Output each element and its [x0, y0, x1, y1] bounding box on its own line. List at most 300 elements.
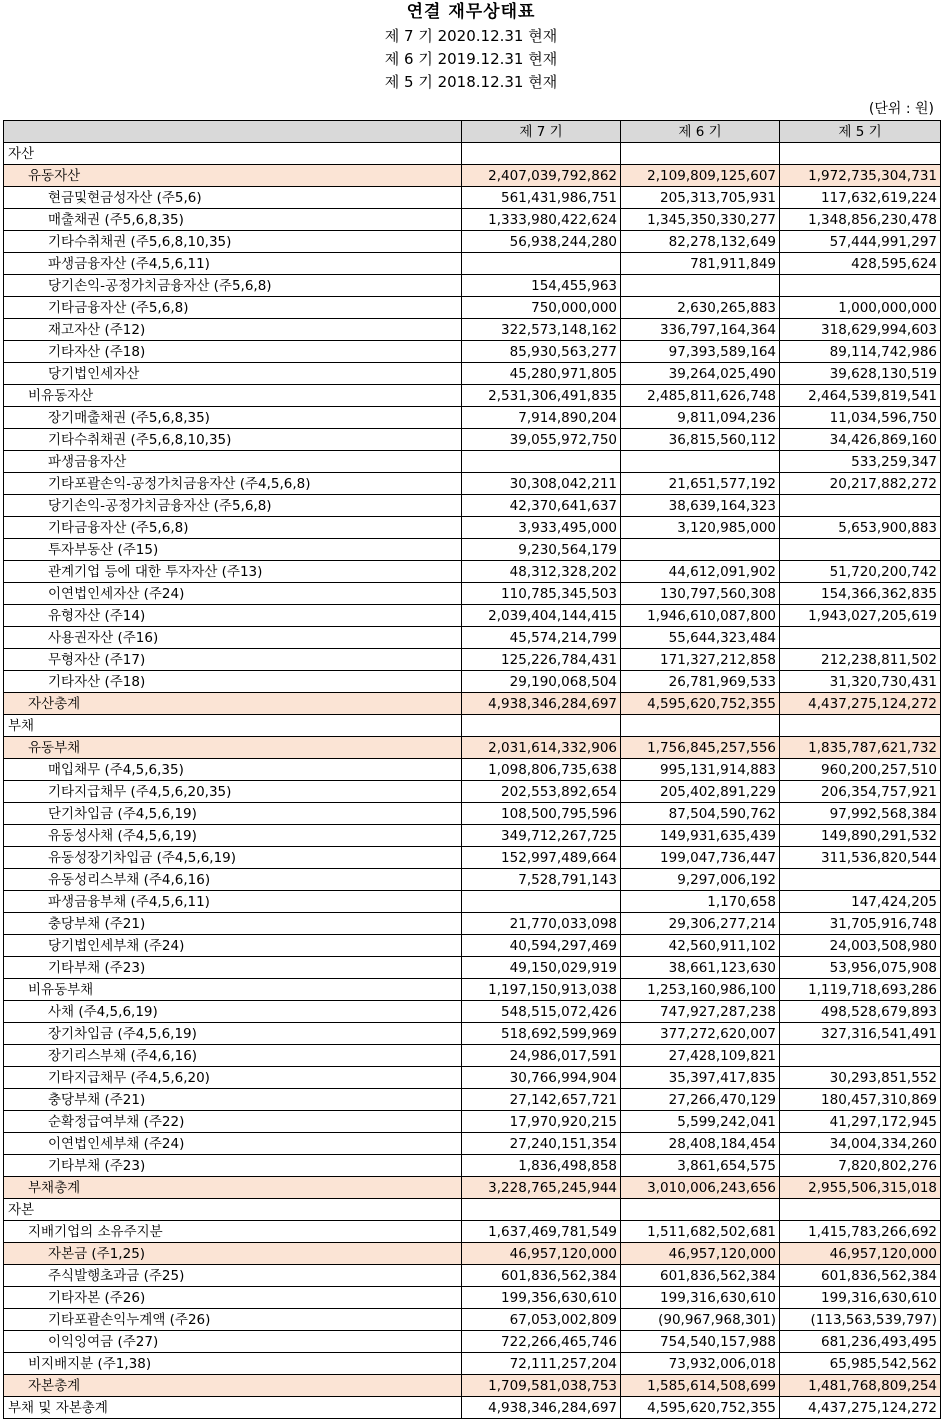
amount-cell: 27,428,109,821: [621, 1045, 780, 1067]
account-label: 파생금융자산: [4, 451, 462, 473]
amount-cell: 55,644,323,484: [621, 627, 780, 649]
amount-cell: 377,272,620,007: [621, 1023, 780, 1045]
account-label: 당기법인세부채 (주24): [4, 935, 462, 957]
amount-cell: 2,407,039,792,862: [462, 165, 621, 187]
amount-cell: 3,933,495,000: [462, 517, 621, 539]
amount-cell: 149,931,635,439: [621, 825, 780, 847]
account-label: 재고자산 (주12): [4, 319, 462, 341]
table-row: [4, 583, 941, 605]
amount-cell: 31,705,916,748: [780, 913, 941, 935]
amount-cell: 149,890,291,532: [780, 825, 941, 847]
amount-cell: 1,197,150,913,038: [462, 979, 621, 1001]
amount-cell: 750,000,000: [462, 297, 621, 319]
table-row: [4, 913, 941, 935]
amount-cell: 42,370,641,637: [462, 495, 621, 517]
amount-cell: 67,053,002,809: [462, 1309, 621, 1331]
account-label: 유동성장기차입금 (주4,5,6,19): [4, 847, 462, 869]
amount-cell: [621, 1199, 780, 1221]
account-label: 비유동부채: [4, 979, 462, 1001]
table-row: [4, 539, 941, 561]
amount-cell: 311,536,820,544: [780, 847, 941, 869]
table-row: [4, 869, 941, 891]
amount-cell: 1,415,783,266,692: [780, 1221, 941, 1243]
account-label: 유동부채: [4, 737, 462, 759]
amount-cell: 4,437,275,124,272: [780, 693, 941, 715]
account-label: 이연법인세부채 (주24): [4, 1133, 462, 1155]
amount-cell: 45,574,214,799: [462, 627, 621, 649]
table-row: [4, 891, 941, 913]
table-row: [4, 1309, 941, 1331]
amount-cell: 754,540,157,988: [621, 1331, 780, 1353]
amount-cell: 747,927,287,238: [621, 1001, 780, 1023]
table-row: [4, 165, 941, 187]
account-label: 매입채무 (주4,5,6,35): [4, 759, 462, 781]
account-label: 당기법인세자산: [4, 363, 462, 385]
account-label: 단기차입금 (주4,5,6,19): [4, 803, 462, 825]
period-line-5: 제 5 기 2018.12.31 현재: [384, 73, 558, 91]
amount-cell: 147,424,205: [780, 891, 941, 913]
amount-cell: 205,402,891,229: [621, 781, 780, 803]
amount-cell: [780, 495, 941, 517]
amount-cell: 7,820,802,276: [780, 1155, 941, 1177]
amount-cell: 1,345,350,330,277: [621, 209, 780, 231]
amount-cell: 2,464,539,819,541: [780, 385, 941, 407]
table-row: [4, 1045, 941, 1067]
table-row: [4, 1353, 941, 1375]
account-label: 부채: [4, 715, 462, 737]
document-header: [0, 0, 942, 94]
unit-label: (단위 : 원): [868, 101, 934, 117]
table-row: [4, 231, 941, 253]
amount-cell: (113,563,539,797): [780, 1309, 941, 1331]
table-row: [4, 1155, 941, 1177]
amount-cell: 4,938,346,284,697: [462, 1397, 621, 1419]
table-row: [4, 451, 941, 473]
amount-cell: 38,661,123,630: [621, 957, 780, 979]
account-label: 순확정급여부채 (주22): [4, 1111, 462, 1133]
amount-cell: 601,836,562,384: [780, 1265, 941, 1287]
amount-cell: 21,651,577,192: [621, 473, 780, 495]
header-period-5: 제 5 기: [780, 121, 941, 143]
table-row: [4, 319, 941, 341]
amount-cell: 154,455,963: [462, 275, 621, 297]
amount-cell: 318,629,994,603: [780, 319, 941, 341]
account-label: 관계기업 등에 대한 투자자산 (주13): [4, 561, 462, 583]
amount-cell: 20,217,882,272: [780, 473, 941, 495]
amount-cell: 9,230,564,179: [462, 539, 621, 561]
amount-cell: 48,312,328,202: [462, 561, 621, 583]
account-label: 자본: [4, 1199, 462, 1221]
amount-cell: 30,766,994,904: [462, 1067, 621, 1089]
amount-cell: 1,119,718,693,286: [780, 979, 941, 1001]
amount-cell: [780, 1045, 941, 1067]
table-row: [4, 1397, 941, 1419]
amount-cell: 1,835,787,621,732: [780, 737, 941, 759]
account-label: 사채 (주4,5,6,19): [4, 1001, 462, 1023]
amount-cell: [621, 539, 780, 561]
amount-cell: 29,190,068,504: [462, 671, 621, 693]
account-label: 자산총계: [4, 693, 462, 715]
amount-cell: 1,709,581,038,753: [462, 1375, 621, 1397]
account-label: 부채총계: [4, 1177, 462, 1199]
account-label: 투자부동산 (주15): [4, 539, 462, 561]
account-label: 당기손익-공정가치금융자산 (주5,6,8): [4, 275, 462, 297]
amount-cell: 82,278,132,649: [621, 231, 780, 253]
amount-cell: 31,320,730,431: [780, 671, 941, 693]
account-label: 기타수취채권 (주5,6,8,10,35): [4, 231, 462, 253]
amount-cell: 57,444,991,297: [780, 231, 941, 253]
amount-cell: [462, 715, 621, 737]
table-row: [4, 297, 941, 319]
amount-cell: 1,943,027,205,619: [780, 605, 941, 627]
amount-cell: 2,955,506,315,018: [780, 1177, 941, 1199]
amount-cell: 9,297,006,192: [621, 869, 780, 891]
amount-cell: 1,333,980,422,624: [462, 209, 621, 231]
amount-cell: [780, 869, 941, 891]
table-row: [4, 1331, 941, 1353]
table-row: [4, 407, 941, 429]
amount-cell: 27,240,151,354: [462, 1133, 621, 1155]
table-row: [4, 385, 941, 407]
table-row: [4, 253, 941, 275]
amount-cell: 21,770,033,098: [462, 913, 621, 935]
amount-cell: 85,930,563,277: [462, 341, 621, 363]
amount-cell: 533,259,347: [780, 451, 941, 473]
amount-cell: [462, 143, 621, 165]
amount-cell: 44,612,091,902: [621, 561, 780, 583]
amount-cell: 152,997,489,664: [462, 847, 621, 869]
amount-cell: 36,815,560,112: [621, 429, 780, 451]
amount-cell: [621, 715, 780, 737]
table-row: [4, 627, 941, 649]
table-row: [4, 1133, 941, 1155]
amount-cell: 498,528,679,893: [780, 1001, 941, 1023]
amount-cell: 781,911,849: [621, 253, 780, 275]
amount-cell: 29,306,277,214: [621, 913, 780, 935]
amount-cell: 327,316,541,491: [780, 1023, 941, 1045]
amount-cell: 97,992,568,384: [780, 803, 941, 825]
table-row: [4, 1089, 941, 1111]
amount-cell: 171,327,212,858: [621, 649, 780, 671]
amount-cell: [462, 1199, 621, 1221]
account-label: 기타금융자산 (주5,6,8): [4, 297, 462, 319]
amount-cell: 46,957,120,000: [780, 1243, 941, 1265]
amount-cell: [462, 451, 621, 473]
amount-cell: 601,836,562,384: [462, 1265, 621, 1287]
table-row: [4, 429, 941, 451]
amount-cell: 26,781,969,533: [621, 671, 780, 693]
amount-cell: 49,150,029,919: [462, 957, 621, 979]
account-label: 비유동자산: [4, 385, 462, 407]
amount-cell: [780, 1199, 941, 1221]
amount-cell: 205,313,705,931: [621, 187, 780, 209]
table-row: [4, 561, 941, 583]
amount-cell: 1,585,614,508,699: [621, 1375, 780, 1397]
amount-cell: 30,293,851,552: [780, 1067, 941, 1089]
amount-cell: 30,308,042,211: [462, 473, 621, 495]
table-row: [4, 957, 941, 979]
account-label: 기타자산 (주18): [4, 341, 462, 363]
account-label: 기타부채 (주23): [4, 1155, 462, 1177]
amount-cell: 46,957,120,000: [621, 1243, 780, 1265]
amount-cell: 97,393,589,164: [621, 341, 780, 363]
account-label: 현금및현금성자산 (주5,6): [4, 187, 462, 209]
amount-cell: 28,408,184,454: [621, 1133, 780, 1155]
table-row: [4, 671, 941, 693]
amount-cell: 681,236,493,495: [780, 1331, 941, 1353]
amount-cell: [621, 275, 780, 297]
amount-cell: 17,970,920,215: [462, 1111, 621, 1133]
table-row: [4, 781, 941, 803]
amount-cell: [780, 143, 941, 165]
amount-cell: 39,628,130,519: [780, 363, 941, 385]
table-row: [4, 1111, 941, 1133]
amount-cell: 518,692,599,969: [462, 1023, 621, 1045]
amount-cell: 56,938,244,280: [462, 231, 621, 253]
amount-cell: 41,297,172,945: [780, 1111, 941, 1133]
table-header-row: [4, 121, 941, 143]
table-row: [4, 1265, 941, 1287]
amount-cell: 336,797,164,364: [621, 319, 780, 341]
amount-cell: 39,055,972,750: [462, 429, 621, 451]
header-period-6: 제 6 기: [621, 121, 780, 143]
account-label: 사용권자산 (주16): [4, 627, 462, 649]
amount-cell: 1,253,160,986,100: [621, 979, 780, 1001]
account-label: 기타지급채무 (주4,5,6,20): [4, 1067, 462, 1089]
amount-cell: 3,228,765,245,944: [462, 1177, 621, 1199]
table-row: [4, 803, 941, 825]
amount-cell: 2,630,265,883: [621, 297, 780, 319]
account-label: 기타자본 (주26): [4, 1287, 462, 1309]
account-label: 이익잉여금 (주27): [4, 1331, 462, 1353]
amount-cell: 39,264,025,490: [621, 363, 780, 385]
amount-cell: 322,573,148,162: [462, 319, 621, 341]
table-row: [4, 1177, 941, 1199]
table-row: [4, 1287, 941, 1309]
table-row: [4, 759, 941, 781]
amount-cell: 89,114,742,986: [780, 341, 941, 363]
amount-cell: 428,595,624: [780, 253, 941, 275]
amount-cell: 199,316,630,610: [621, 1287, 780, 1309]
amount-cell: 1,836,498,858: [462, 1155, 621, 1177]
amount-cell: 2,109,809,125,607: [621, 165, 780, 187]
account-label: 기타포괄손익누계액 (주26): [4, 1309, 462, 1331]
amount-cell: 199,356,630,610: [462, 1287, 621, 1309]
amount-cell: [780, 627, 941, 649]
amount-cell: 1,946,610,087,800: [621, 605, 780, 627]
amount-cell: 154,366,362,835: [780, 583, 941, 605]
amount-cell: 1,348,856,230,478: [780, 209, 941, 231]
amount-cell: 3,120,985,000: [621, 517, 780, 539]
account-label: 장기차입금 (주4,5,6,19): [4, 1023, 462, 1045]
account-label: 유동성사채 (주4,5,6,19): [4, 825, 462, 847]
table-row: [4, 495, 941, 517]
account-label: 기타자산 (주18): [4, 671, 462, 693]
account-label: 지배기업의 소유주지분: [4, 1221, 462, 1243]
table-row: [4, 1375, 941, 1397]
amount-cell: 1,637,469,781,549: [462, 1221, 621, 1243]
account-label: 자본총계: [4, 1375, 462, 1397]
amount-cell: [780, 539, 941, 561]
amount-cell: 73,932,006,018: [621, 1353, 780, 1375]
table-row: [4, 143, 941, 165]
amount-cell: 206,354,757,921: [780, 781, 941, 803]
account-label: 비지배지분 (주1,38): [4, 1353, 462, 1375]
table-row: [4, 1221, 941, 1243]
amount-cell: 72,111,257,204: [462, 1353, 621, 1375]
account-label: 충당부채 (주21): [4, 913, 462, 935]
account-label: 기타포괄손익-공정가치금융자산 (주4,5,6,8): [4, 473, 462, 495]
amount-cell: 548,515,072,426: [462, 1001, 621, 1023]
amount-cell: 7,528,791,143: [462, 869, 621, 891]
amount-cell: 38,639,164,323: [621, 495, 780, 517]
amount-cell: 40,594,297,469: [462, 935, 621, 957]
amount-cell: 1,756,845,257,556: [621, 737, 780, 759]
amount-cell: 9,811,094,236: [621, 407, 780, 429]
table-row: [4, 737, 941, 759]
table-row: [4, 363, 941, 385]
amount-cell: 130,797,560,308: [621, 583, 780, 605]
account-label: 기타지급채무 (주4,5,6,20,35): [4, 781, 462, 803]
amount-cell: 2,039,404,144,415: [462, 605, 621, 627]
amount-cell: 2,485,811,626,748: [621, 385, 780, 407]
account-label: 자산: [4, 143, 462, 165]
account-label: 충당부채 (주21): [4, 1089, 462, 1111]
table-row: [4, 209, 941, 231]
table-row: [4, 605, 941, 627]
amount-cell: 46,957,120,000: [462, 1243, 621, 1265]
amount-cell: 110,785,345,503: [462, 583, 621, 605]
amount-cell: 11,034,596,750: [780, 407, 941, 429]
amount-cell: 4,595,620,752,355: [621, 693, 780, 715]
amount-cell: [780, 275, 941, 297]
account-label: 기타부채 (주23): [4, 957, 462, 979]
amount-cell: 212,238,811,502: [780, 649, 941, 671]
amount-cell: 722,266,465,746: [462, 1331, 621, 1353]
amount-cell: 180,457,310,869: [780, 1089, 941, 1111]
header-period-7: 제 7 기: [462, 121, 621, 143]
table-row: [4, 517, 941, 539]
amount-cell: [621, 451, 780, 473]
account-label: 매출채권 (주5,6,8,35): [4, 209, 462, 231]
amount-cell: 27,142,657,721: [462, 1089, 621, 1111]
amount-cell: 1,000,000,000: [780, 297, 941, 319]
account-label: 당기손익-공정가치금융자산 (주5,6,8): [4, 495, 462, 517]
account-label: 유동성리스부채 (주4,6,16): [4, 869, 462, 891]
table-row: [4, 847, 941, 869]
amount-cell: 24,003,508,980: [780, 935, 941, 957]
amount-cell: 3,861,654,575: [621, 1155, 780, 1177]
amount-cell: 7,914,890,204: [462, 407, 621, 429]
table-row: [4, 715, 941, 737]
account-label: 유동자산: [4, 165, 462, 187]
amount-cell: [462, 891, 621, 913]
amount-cell: 87,504,590,762: [621, 803, 780, 825]
amount-cell: 1,511,682,502,681: [621, 1221, 780, 1243]
amount-cell: 199,316,630,610: [780, 1287, 941, 1309]
account-label: 이연법인세자산 (주24): [4, 583, 462, 605]
amount-cell: 1,481,768,809,254: [780, 1375, 941, 1397]
amount-cell: 3,010,006,243,656: [621, 1177, 780, 1199]
table-row: [4, 341, 941, 363]
account-label: 장기매출채권 (주5,6,8,35): [4, 407, 462, 429]
amount-cell: 2,531,306,491,835: [462, 385, 621, 407]
table-row: [4, 693, 941, 715]
amount-cell: 199,047,736,447: [621, 847, 780, 869]
account-label: 장기리스부채 (주4,6,16): [4, 1045, 462, 1067]
balance-sheet-table: [3, 120, 941, 1419]
amount-cell: 65,985,542,562: [780, 1353, 941, 1375]
amount-cell: 45,280,971,805: [462, 363, 621, 385]
amount-cell: 117,632,619,224: [780, 187, 941, 209]
amount-cell: 24,986,017,591: [462, 1045, 621, 1067]
amount-cell: 51,720,200,742: [780, 561, 941, 583]
account-label: 파생금융자산 (주4,5,6,11): [4, 253, 462, 275]
account-label: 기타수취채권 (주5,6,8,10,35): [4, 429, 462, 451]
amount-cell: 5,653,900,883: [780, 517, 941, 539]
amount-cell: 108,500,795,596: [462, 803, 621, 825]
amount-cell: [462, 253, 621, 275]
table-row: [4, 275, 941, 297]
amount-cell: [621, 143, 780, 165]
amount-cell: 53,956,075,908: [780, 957, 941, 979]
table-row: [4, 1243, 941, 1265]
amount-cell: 561,431,986,751: [462, 187, 621, 209]
amount-cell: 1,972,735,304,731: [780, 165, 941, 187]
amount-cell: 2,031,614,332,906: [462, 737, 621, 759]
amount-cell: (90,967,968,301): [621, 1309, 780, 1331]
amount-cell: 5,599,242,041: [621, 1111, 780, 1133]
amount-cell: 34,426,869,160: [780, 429, 941, 451]
amount-cell: 42,560,911,102: [621, 935, 780, 957]
table-row: [4, 979, 941, 1001]
header-account: [4, 121, 462, 143]
account-label: 무형자산 (주17): [4, 649, 462, 671]
amount-cell: 995,131,914,883: [621, 759, 780, 781]
table-row: [4, 1199, 941, 1221]
amount-cell: 601,836,562,384: [621, 1265, 780, 1287]
amount-cell: 27,266,470,129: [621, 1089, 780, 1111]
table-row: [4, 187, 941, 209]
amount-cell: 34,004,334,260: [780, 1133, 941, 1155]
table-row: [4, 649, 941, 671]
account-label: 파생금융부채 (주4,5,6,11): [4, 891, 462, 913]
table-row: [4, 935, 941, 957]
amount-cell: 960,200,257,510: [780, 759, 941, 781]
amount-cell: 202,553,892,654: [462, 781, 621, 803]
amount-cell: 4,938,346,284,697: [462, 693, 621, 715]
amount-cell: 4,437,275,124,272: [780, 1397, 941, 1419]
account-label: 주식발행초과금 (주25): [4, 1265, 462, 1287]
table-row: [4, 473, 941, 495]
table-row: [4, 1001, 941, 1023]
account-label: 부채 및 자본총계: [4, 1397, 462, 1419]
amount-cell: 1,098,806,735,638: [462, 759, 621, 781]
amount-cell: [780, 715, 941, 737]
account-label: 자본금 (주1,25): [4, 1243, 462, 1265]
table-body: [4, 143, 941, 1419]
amount-cell: 125,226,784,431: [462, 649, 621, 671]
table-row: [4, 1023, 941, 1045]
period-line-7: 제 7 기 2020.12.31 현재: [384, 27, 558, 45]
account-label: 기타금융자산 (주5,6,8): [4, 517, 462, 539]
amount-cell: 35,397,417,835: [621, 1067, 780, 1089]
document-title: 연결 재무상태표: [406, 2, 536, 22]
amount-cell: 4,595,620,752,355: [621, 1397, 780, 1419]
amount-cell: 349,712,267,725: [462, 825, 621, 847]
account-label: 유형자산 (주14): [4, 605, 462, 627]
table-row: [4, 1067, 941, 1089]
